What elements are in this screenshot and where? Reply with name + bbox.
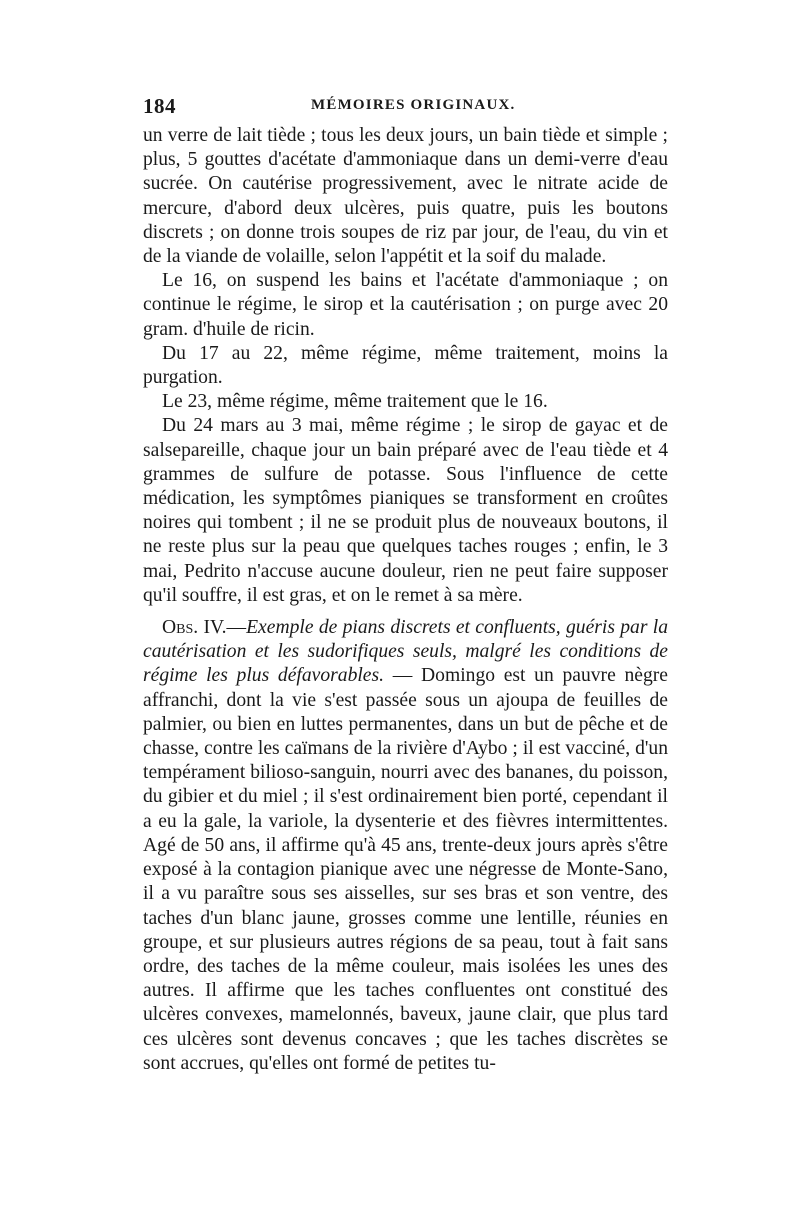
observation-text: — Domingo est un pauvre nègre affranchi, dont la vie s'est passée sous un ajoupa de feuilles de palmier, ou bien en luttes permanentes, dans un but de pêche et de chasse, contre les caïmans de la rivière d'Aybo ; il est vacciné, d'un tempérament bilioso-sanguin, nourri avec des bananes, du poisson, du gibier et du miel ; il s'est ordinairement bien porté, cependant il a eu la gale, la variole, la dysenterie et des fièvres intermittentes. Agé de 50 ans, il affirme qu'à 45 ans, trente-deux jours après s'être exposé à la contagion pianique avec une négresse de Monte-Sano, il a vu paraître sous ses aisselles, sur ses bras et son ventre, des taches d'un blanc jaune, grosses comme une lentille, réunies en groupe, et sur plusieurs autres régions de sa peau, tout à fait sans ordre, des taches de la même couleur, mais isolées les unes des autres. Il affirme que les taches confluentes ont constitué des ulcères convexes, mamelonnés, baveux, jaune clair, que plus tard ces ulcères sont devenus concaves ; que les taches discrètes se sont accrues, qu'elles ont formé de petites tu- <box>143 665 668 1074</box>
paragraph-continuation: un verre de lait tiède ; tous les deux jours, un bain tiède et simple ; plus, 5 gouttes d'acétate d'ammoniaque dans un demi-verre d'eau sucrée. On cautérise progressivement, avec le nitrate acide de mercure, d'abord deux ulcères, puis quatre, puis les boutons discrets ; on donne trois soupes de riz par jour, de l'eau, du vin et de la viande de volaille, selon l'appétit et la soif du malade. <box>143 125 668 268</box>
body-text <box>143 124 668 1076</box>
paragraph-day-16: Le 16, on suspend les bains et l'acétate d'ammoniaque ; on continue le régime, le sirop et la cautérisation ; on purge avec 20 gram. d'huile de ricin. <box>143 270 668 340</box>
observation-dash: — <box>226 617 247 639</box>
page-number: 184 <box>143 94 176 118</box>
document-page <box>143 94 668 1076</box>
observation-title: Exemple de pians discrets et confluents, guéris par la cautérisation et les sudorifiques seuls, malgré les conditions de régime les plus défavorables. <box>143 617 668 687</box>
running-title: MÉMOIRES ORIGINAUX. <box>311 97 516 113</box>
section-gap <box>143 608 668 616</box>
observation-label: Obs. IV. <box>162 617 227 639</box>
paragraph-day-23: Le 23, même régime, même traitement que le 16. <box>162 391 548 413</box>
paragraph-day-17-22: Du 17 au 22, même régime, même traitement, moins la purgation. <box>143 342 668 389</box>
paragraph-march-may: Du 24 mars au 3 mai, même régime ; le sirop de gayac et de salsepareille, chaque jour un bain préparé avec de l'eau tiède et 4 grammes de sulfure de potasse. Sous l'influence de cette médication, les symptômes pianiques se transforment en croûtes noires qui tombent ; il ne se produit plus de nouveaux boutons, il ne reste plus sur la peau que quelques taches rouges ; enfin, le 3 mai, Pedrito n'accuse aucune douleur, rien ne peut faire supposer qu'il souffre, il est gras, et on le remet à sa mère. <box>143 415 668 606</box>
observation-paragraph <box>143 616 668 1076</box>
page-header <box>143 94 668 124</box>
